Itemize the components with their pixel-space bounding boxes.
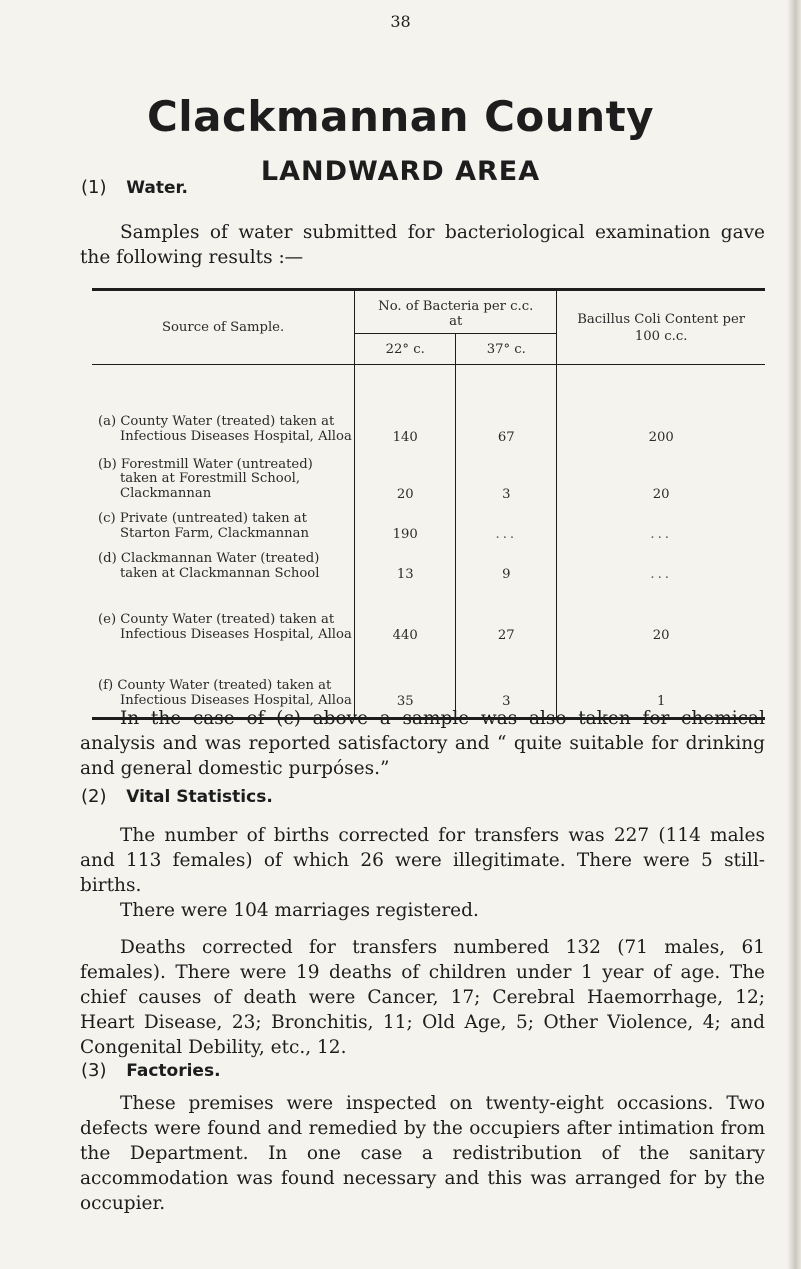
- header-coli: Bacillus Coli Content per 100 c.c.: [557, 290, 765, 365]
- row-f-37: 3: [456, 647, 557, 719]
- row-e-22: 440: [355, 586, 456, 647]
- row-f-22: 35: [355, 647, 456, 719]
- marriages-paragraph: There were 104 marriages registered.: [120, 900, 479, 921]
- header-37c: 37° c.: [456, 334, 557, 365]
- row-c-source: (c) Private (untreated) taken at Starton Farm, Clackmannan: [98, 511, 309, 542]
- table-row: [92, 449, 765, 506]
- row-a-22: 140: [355, 365, 456, 450]
- row-c-37: ...: [456, 506, 557, 546]
- section-2-title: Vital Statistics.: [126, 787, 273, 807]
- row-f-source: (f) County Water (treated) taken at Infectious Diseases Hospital, Alloa: [98, 678, 352, 709]
- table-row: [92, 365, 765, 450]
- row-c-coli: ...: [557, 506, 765, 546]
- row-e-coli: 20: [557, 586, 765, 647]
- section-2-heading: [81, 786, 273, 807]
- row-d-source: (d) Clackmannan Water (treated) taken at Clackmannan School: [98, 551, 320, 582]
- factories-paragraph: These premises were inspected on twenty-eight occasions. Two defects were found and remedied by the occupiers after intimation from the Department. In one case a redistribution of the sanitary accommodation was found necessary and this was arranged for by the occupier.: [80, 1093, 765, 1214]
- row-b-37: 3: [456, 449, 557, 506]
- row-d-coli: ...: [557, 546, 765, 586]
- section-3-number: (3): [81, 1060, 107, 1081]
- row-b-source: (b) Forestmill Water (untreated) taken at Forestmill School, Clackmannan: [98, 456, 313, 502]
- section-1-number: (1): [81, 177, 107, 198]
- water-intro: Samples of water submitted for bacteriological examination gave the following results :—: [80, 222, 765, 268]
- row-e-source: (e) County Water (treated) taken at Infectious Diseases Hospital, Alloa: [98, 612, 352, 643]
- water-results-table: [92, 288, 765, 720]
- header-source: Source of Sample.: [92, 290, 355, 365]
- row-f-coli: 1: [557, 647, 765, 719]
- table-row: [92, 586, 765, 647]
- page-title: Clackmannan County: [146, 92, 655, 141]
- section-1-heading: [81, 177, 188, 198]
- table-row: [92, 506, 765, 546]
- row-c-22: 190: [355, 506, 456, 546]
- section-3-title: Factories.: [126, 1061, 221, 1081]
- table-row: [92, 546, 765, 586]
- row-a-coli: 200: [557, 365, 765, 450]
- section-3-heading: [81, 1060, 221, 1081]
- header-22c: 22° c.: [355, 334, 456, 365]
- row-a-source: (a) County Water (treated) taken at Infectious Diseases Hospital, Alloa: [98, 414, 352, 445]
- row-e-37: 27: [456, 586, 557, 647]
- section-1-title: Water.: [126, 178, 188, 198]
- births-paragraph: The number of births corrected for transfers was 227 (114 males and 113 females) of which 26 were illegitimate. There were 5 still-births.: [80, 825, 765, 896]
- chemical-analysis-paragraph: In the case of (c) above a sample was also taken for chemical analysis and was reported satisfactory and “ quite suitable for drinking and general domestic purpóses.”: [80, 708, 765, 779]
- row-a-37: 67: [456, 365, 557, 450]
- page-edge-shadow: [787, 0, 801, 1269]
- row-d-22: 13: [355, 546, 456, 586]
- section-2-number: (2): [81, 786, 107, 807]
- page-number: 38: [390, 12, 411, 31]
- page-subtitle: LANDWARD AREA: [260, 156, 541, 187]
- row-b-coli: 20: [557, 449, 765, 506]
- header-bacteria: No. of Bacteria per c.c. at: [355, 290, 557, 334]
- deaths-paragraph: Deaths corrected for transfers numbered 132 (71 males, 61 females). There were 19 deaths of children under 1 year of age. The chief causes of death were Cancer, 17; Cerebral Haemorrhage, 12; Heart Disease, 23; Bronchitis, 11; Old Age, 5; Other Violence, 4; and Congenital Debility, etc., 12.: [80, 937, 765, 1058]
- row-b-22: 20: [355, 449, 456, 506]
- row-d-37: 9: [456, 546, 557, 586]
